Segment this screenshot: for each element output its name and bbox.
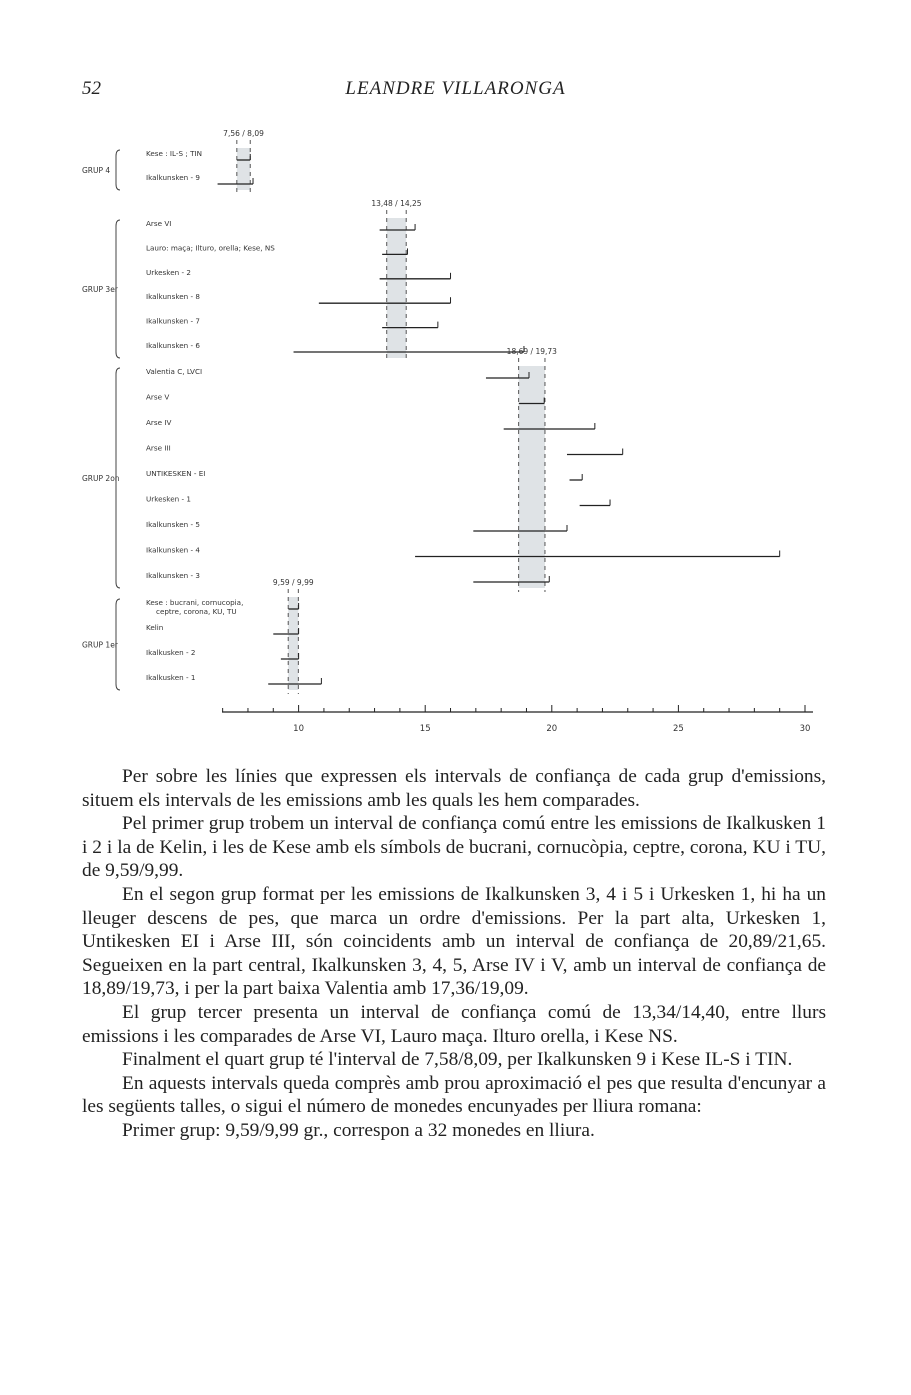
row-label: UNTIKESKEN - EI <box>146 469 206 478</box>
row-label: Ikalkunsken - 8 <box>146 292 200 302</box>
x-tick-label: 10 <box>293 724 305 734</box>
common-interval-band <box>288 597 298 690</box>
row-label: Ikalkunsken - 7 <box>146 316 200 326</box>
row-label: Kelin <box>146 623 164 632</box>
row-label: Arse III <box>146 443 171 453</box>
common-interval-band <box>519 366 545 588</box>
paragraph: En el segon grup format per les emissions de Ikalkunsken 3, 4 i 5 i Urkesken 1, hi ha un lleuger descens de pes, que marca un ordre d'emissions. Per la part alta, Urkesken 1, Untikesken EI i Arse III, són coincidents amb un interval de confiança de 20,89/21,65. Segueixen en la part central, Ikalkunsken 3, 4, 5, Arse IV i V, amb un interval de confiança de 18,89/19,73, i per la part baixa Valentia amb 17,36/19,09. <box>82 883 826 1000</box>
paragraph: Finalment el quart grup té l'interval de 7,58/8,09, per Ikalkunsken 9 i Kese IL-S i TIN. <box>122 1049 793 1071</box>
row-label: Urkesken - 1 <box>146 494 191 504</box>
confidence-interval-chart <box>0 120 911 760</box>
row-label: Ikalkunsken - 9 <box>146 173 200 182</box>
common-interval-label: 13,48 / 14,25 <box>371 199 422 208</box>
x-tick-label: 25 <box>672 724 684 734</box>
common-interval-label: 9,59 / 9,99 <box>272 578 314 587</box>
paragraph: En aquests intervals queda comprès amb prou aproximació el pes que resulta d'encunyar a les següents talles, o sigui el número de monedes encunyades per lliura romana: <box>82 1072 826 1118</box>
paragraph: El grup tercer presenta un interval de confiança comú de 13,34/14,40, entre llurs emissions i les comparades de Arse VI, Lauro maça. Ilturo orella, i Kese NS. <box>82 1001 826 1047</box>
running-title: LEANDRE VILLARONGA <box>345 78 566 99</box>
row-label: Ikalkunsken - 5 <box>146 520 200 529</box>
page-number: 52 <box>82 78 101 99</box>
row-label: Kese : IL-S ; TIN <box>146 149 202 158</box>
group-label: GRUP 1er <box>82 640 118 650</box>
row-label: Ikalkusken - 2 <box>146 648 196 657</box>
paragraph: Per sobre les línies que expressen els intervals de confiança de cada grup d'emissions, situem els intervals de les emissions amb les quals les hem comparades. <box>82 766 826 811</box>
row-label: Ikalkunsken - 6 <box>146 341 200 350</box>
row-label: Ikalkusken - 1 <box>146 673 196 682</box>
paragraph: Pel primer grup trobem un interval de confiança comú entre les emissions de Ikalkusken 1 i 2 i la de Kelin, i les de Kese amb els símbols de bucrani, cornucòpia, ceptre, corona, KU i TU, de 9,59/9,99. <box>82 813 826 882</box>
row-label: Arse VI <box>146 219 172 228</box>
row-label: Lauro: maça; Ilturo, orella; Kese, NS <box>146 243 275 253</box>
row-label: Kese : bucrani, cornucopia, ceptre, corona, KU, TU <box>146 598 244 616</box>
row-label: Ikalkunsken - 3 <box>146 571 200 580</box>
group-bracket <box>116 150 120 190</box>
page-header <box>0 78 911 106</box>
x-tick-label: 15 <box>419 724 431 734</box>
x-tick-label: 20 <box>546 724 558 734</box>
group-label: GRUP 2on <box>82 474 120 483</box>
paragraph: Primer grup: 9,59/9,99 gr., correspon a 32 monedes en lliura. <box>122 1119 595 1141</box>
group-label: GRUP 4 <box>82 166 111 175</box>
row-label: Urkesken - 2 <box>146 267 191 277</box>
body-text <box>82 765 826 1143</box>
common-interval-label: 7,56 / 8,09 <box>223 129 264 138</box>
x-tick-label: 30 <box>799 724 811 734</box>
group-label: GRUP 3er <box>82 285 118 294</box>
common-interval-band <box>387 218 406 358</box>
row-label: Ikalkunsken - 4 <box>146 545 200 555</box>
common-interval-label: 18,69 / 19,73 <box>506 347 557 356</box>
row-label: Arse IV <box>146 418 172 427</box>
row-label: Arse V <box>146 392 170 402</box>
row-label: Valentia C, LVCI <box>146 367 203 376</box>
